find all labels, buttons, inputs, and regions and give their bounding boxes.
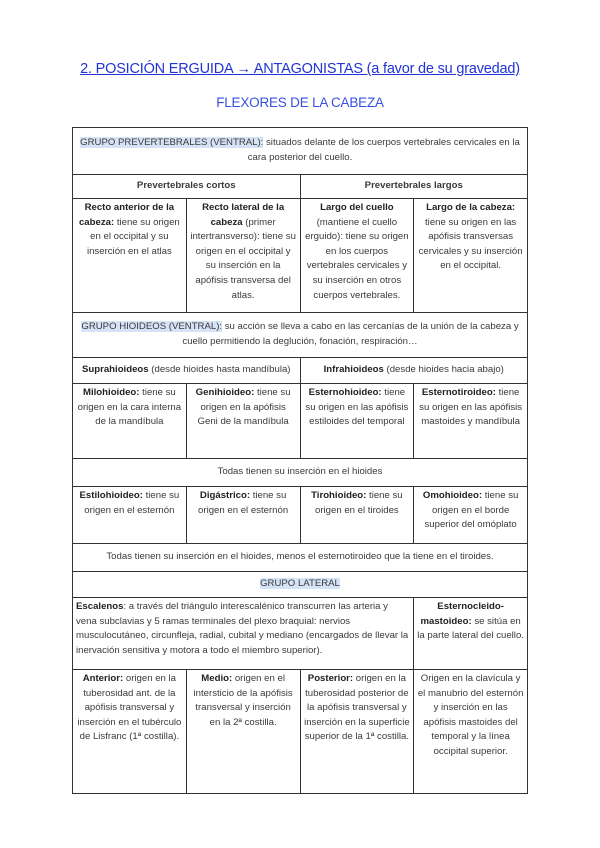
muscle-description: tiene su origen en las apófisis transversas cervicales y su inserción en el occipital. (418, 216, 523, 272)
prevertebrales-description: situados delante de los cuerpos vertebrales cervicales en la cara posterior del cuello. (247, 137, 520, 163)
muscle-name: Largo del cuello (320, 202, 394, 213)
cell-largo-cuello (300, 199, 414, 313)
muscle-table (72, 127, 528, 794)
muscle-description: tiene su origen en el borde superior del omóplato (424, 490, 519, 531)
prevertebrales-cortos-header: Prevertebrales cortos (73, 175, 301, 199)
cell-esternotiroideo (414, 384, 528, 459)
infrahioideos-header (300, 358, 528, 384)
muscle-description: tiene su origen en las apófisis estiloides del temporal (305, 387, 409, 428)
muscle-name: Recto lateral de la cabeza (202, 202, 285, 228)
muscle-description: tiene su origen en el esternón (198, 490, 289, 516)
muscle-name: Tirohioideo: (311, 490, 367, 501)
suprahioideos-header (73, 358, 301, 384)
muscle-name: Anterior: (82, 673, 124, 684)
muscle-name: Recto anterior de la cabeza: (78, 202, 175, 228)
insertion-exception-note: Todas tienen su inserción en el hioides, menos el esternotiroideo que la tiene en el tiroides. (73, 544, 528, 572)
muscle-description: se sitúa en la parte lateral del cuello. (417, 615, 524, 642)
cell-escaleno-posterior (300, 670, 414, 794)
lateral-header (73, 572, 528, 598)
cell-milohioideo (73, 384, 187, 459)
muscle-description: : a través del triángulo interescalénico transcurren las arteria y vena subclavias y 5 ramas terminales del plexo braquial: nervios musculocutáneo, circunfleja, radial, cubital y mediano (encargados de llevar la inervación sensitiva y motora a todo el miembro superior). (76, 601, 409, 656)
suprahioideos-desc: (desde hioides hasta mandíbula) (148, 364, 291, 376)
muscle-description: tiene su origen en la apófisis Geni de la mandíbula (197, 387, 291, 428)
muscle-description: tiene su origen en la cara interna de la mandíbula (77, 387, 182, 428)
muscle-description: origen en el intersticio de la apófisis transversal y inserción en la 2ª costilla. (193, 673, 293, 728)
prevertebrales-label: GRUPO PREVERTEBRALES (VENTRAL): (80, 137, 264, 149)
muscle-description: Origen en la clavícula y el manubrio del esternón y inserción en las apófisis mastoides del temporal y la línea occipital superior. (417, 673, 524, 757)
muscle-description: origen en la tuberosidad ant. de la apófisis transversal y inserción en el tubérculo de Lisfranc (1ª costilla). (77, 673, 182, 743)
muscle-name: Estilohioideo: (79, 490, 143, 501)
muscle-description: tiene su origen en el esternón (84, 490, 180, 516)
cell-esternocleidomastoideo (414, 598, 528, 670)
muscle-description: tiene su origen en las apófisis mastoides y mandíbula (419, 387, 523, 428)
muscle-name: Medio: (201, 673, 233, 684)
muscle-name: Esternotiroideo: (421, 387, 496, 398)
muscle-description: tiene su origen en el occipital y su inserción en el atlas (86, 216, 180, 257)
cell-escaleno-anterior (73, 670, 187, 794)
cell-digastrico (186, 487, 300, 544)
hioideos-label: GRUPO HIOIDEOS (VENTRAL): (81, 321, 223, 333)
cell-estilohioideo (73, 487, 187, 544)
muscle-name: Milohioideo: (82, 387, 140, 398)
hioideos-description: su acción se lleva a cabo en las cercanías de la unión de la cabeza y cuello permitiendo la deglución, fonación, respiración… (182, 321, 519, 347)
cell-genihioideo (186, 384, 300, 459)
muscle-name: Genihioideo: (195, 387, 255, 398)
muscle-description: tiene su origen en el tiroides (315, 490, 403, 516)
cell-escaleno-medio (186, 670, 300, 794)
hioideos-header (73, 313, 528, 358)
muscle-name: Digástrico: (199, 490, 251, 501)
page-subtitle: FLEXORES DE LA CABEZA (216, 95, 384, 110)
infrahioideos-desc: (desde hioides hacia abajo) (383, 364, 504, 376)
cell-escalenos (73, 598, 414, 670)
prevertebrales-largos-header: Prevertebrales largos (300, 175, 528, 199)
muscle-name: Omohioideo: (422, 490, 483, 501)
cell-recto-anterior (73, 199, 187, 313)
cell-ecm-origen-insercion (414, 670, 528, 794)
muscle-description: (primer intertransverso): tiene su origen en el occipital y su inserción en la apófisis transversa del atlas. (190, 216, 296, 301)
suprahioideos-name: Suprahioideos (81, 364, 149, 376)
prevertebrales-header (73, 128, 528, 175)
cell-recto-lateral (186, 199, 300, 313)
infrahioideos-name: Infrahioideos (323, 364, 384, 376)
cell-largo-cabeza (414, 199, 528, 313)
cell-tirohioideo (300, 487, 414, 544)
muscle-name: Escalenos (76, 601, 124, 612)
lateral-label: GRUPO LATERAL (260, 578, 340, 590)
muscle-name: Esternohioideo: (308, 387, 382, 398)
muscle-description: (mantiene el cuello erguido): tiene su origen en los cuerpos vertebrales cervicales y su inserción en otros cuerpos vertebrales. (305, 216, 409, 301)
muscle-name: Esternocleido-mastoideo: (420, 601, 504, 627)
cell-omohioideo (414, 487, 528, 544)
page-title: 2. POSICIÓN ERGUIDA → ANTAGONISTAS (a favor de su gravedad) (80, 61, 520, 77)
muscle-description: origen en la tuberosidad posterior de la apófisis transversal y inserción en la superficie superior de la 1ª costilla. (304, 673, 410, 743)
muscle-name: Posterior: (307, 673, 354, 684)
hioides-insertion-note: Todas tienen su inserción en el hioides (73, 459, 528, 487)
muscle-name: Largo de la cabeza: (426, 202, 516, 213)
cell-esternohioideo (300, 384, 414, 459)
